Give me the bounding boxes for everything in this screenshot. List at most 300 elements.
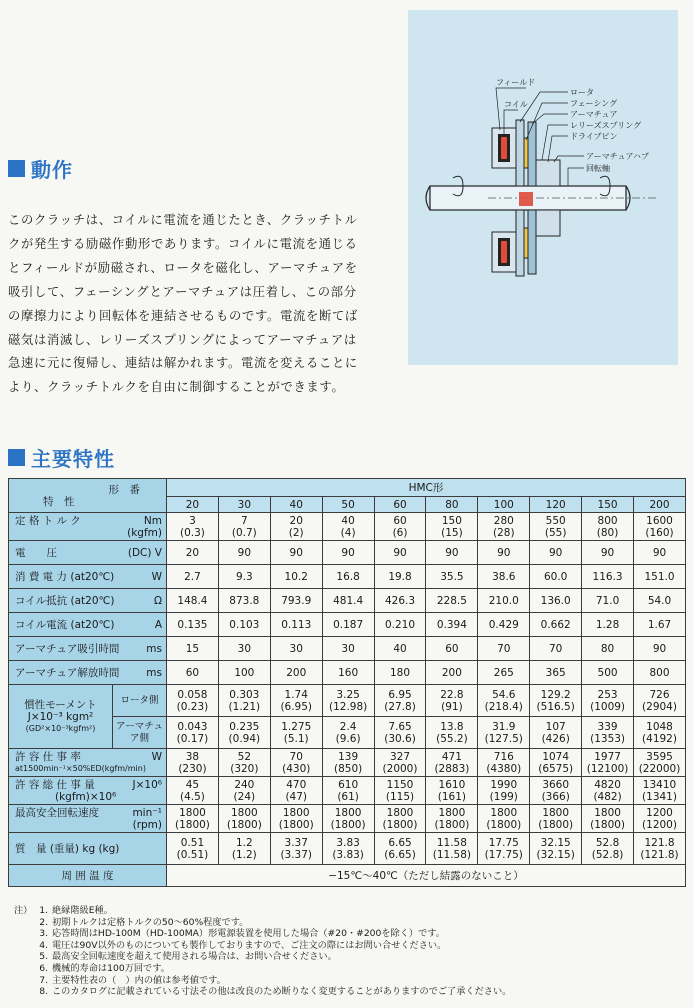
model-header: 200 [634,497,686,513]
table-row [9,661,686,685]
value-cell [582,637,634,661]
row-unit: W [151,750,162,763]
note-text: 主要特性表の（ ）内の値は参考値です。 [52,974,226,986]
row-label-text: コイル抵抗 (at20℃) [15,594,115,607]
note-item [14,917,686,929]
value-sub: (1800) [590,818,626,831]
value-cell [270,777,322,805]
note-prefix [14,951,34,963]
row-unit: Ω [153,594,162,607]
value: 52 [237,750,252,763]
value-cell [374,777,426,805]
value-cell [322,777,374,805]
description-line: とフィールドが励磁され、ロータを磁化し、アーマチュアを [8,260,358,275]
value: 90 [445,546,459,559]
value: 20 [289,514,303,527]
value-cell [634,833,686,865]
value: 70 [289,750,303,763]
note-prefix [14,986,34,998]
value: 3595 [646,750,673,763]
model-header: 30 [218,497,270,513]
value-sub: (160) [645,526,674,539]
value-cell [167,805,219,833]
value-sub: (320) [230,762,259,775]
row-unit: J×10⁶ [132,778,162,791]
value: 11.58 [436,836,467,849]
note-item [14,963,686,975]
value: 60 [445,642,459,655]
value-sub: (0.17) [176,732,209,745]
table-corner-header [9,479,167,513]
value-cell [322,717,374,749]
value-cell [270,541,322,565]
label-rotor: ロータ [570,88,594,97]
value: 1800 [282,806,310,819]
heading-square-icon [8,160,25,177]
value-cell [530,777,582,805]
row-label [9,541,167,565]
value-cell [167,777,219,805]
value-sub: (15) [441,526,463,539]
value: 2.7 [184,570,201,583]
value: 13.8 [440,720,464,733]
note-item [14,940,686,952]
value-sub: (4380) [486,762,522,775]
value-cell [530,749,582,777]
value-cell [374,749,426,777]
value: 3660 [542,778,570,791]
value-cell [167,541,219,565]
table-row [9,589,686,613]
note-number: 1. [39,905,48,916]
rotor-side-label: ロータ側 [113,685,167,717]
value-cell [582,749,634,777]
value-cell [530,661,582,685]
value-cell [478,637,530,661]
table-row [9,565,686,589]
value: 30 [341,642,355,655]
value-cell [322,637,374,661]
inertia-label [9,685,113,749]
value-cell [218,717,270,749]
value-cell [478,613,530,637]
value-cell [478,541,530,565]
value-sub: (12100) [586,762,629,775]
row-label-text: 質 量 (重量) kg (kg) [15,842,120,855]
value-cell [634,805,686,833]
table-row [9,833,686,865]
value-sub: (230) [178,762,207,775]
label-armature-hub: アーマチュアハブ [586,152,649,161]
value-sub: (3.37) [280,848,313,861]
row-label-text: 定 格 ト ル ク [15,514,81,527]
row-unit-sub: (kgfm) [127,526,162,539]
row-label-text: コイル電流 (at20℃) [15,618,115,631]
value-sub: (121.8) [640,848,679,861]
value: 610 [338,778,359,791]
value: 1.74 [284,688,308,701]
value: 0.662 [540,618,571,631]
value-cell [374,685,426,717]
value-cell [167,717,219,749]
value-sub: (28) [493,526,515,539]
value: 90 [548,546,563,559]
row-label [9,565,167,589]
value-cell [478,777,530,805]
value-cell [530,805,582,833]
note-number: 4. [39,939,48,951]
value: 3.25 [336,688,360,701]
value-sub: (850) [334,762,363,775]
value: 240 [234,778,255,791]
section-heading-operation [8,154,73,183]
value: 200 [441,666,462,679]
value-cell [530,717,582,749]
char-label: 特 性 [43,495,75,508]
value-cell [374,637,426,661]
note-item [14,975,686,987]
value-sub: (0.7) [231,526,257,539]
value-sub: (17.75) [484,848,523,861]
value-cell [426,613,478,637]
value-cell [167,637,219,661]
value-cell [218,541,270,565]
row-label [9,833,167,865]
label-release-spring: レリーズスプリング [570,121,642,130]
value: 38 [185,750,200,763]
label-field: フィールド [496,78,536,87]
value-sub: (366) [541,790,570,803]
value: 7 [240,514,248,527]
note-number: 3. [39,928,48,940]
model-header: 40 [270,497,322,513]
value: 3.37 [284,836,308,849]
note-text: 最高安全回転速度を超えて使用される場合は、お問い合せください。 [52,951,337,963]
row-label-text: アーマチュア吸引時間 [15,642,120,655]
value-sub: (80) [596,526,619,539]
row-unit: Nm [143,514,162,527]
model-header: 20 [167,497,219,513]
ambient-value: −15℃〜40℃（ただし結露のないこと） [167,865,686,887]
value-cell [218,637,270,661]
value-cell [374,661,426,685]
value-sub: (30.6) [384,732,416,745]
value: 90 [600,546,615,559]
label-armature: アーマチュア [570,110,618,119]
description-line: このクラッチは、コイルに電流を通じたとき、クラッチトル [8,213,358,227]
value-cell [167,833,219,865]
value-cell [530,513,582,541]
armature-side-label [113,717,167,749]
note-number: 8. [39,986,48,998]
note-item [14,905,686,917]
table-row [9,865,686,887]
value: 136.0 [540,594,571,607]
row-label-text: アーマチュア解放時間 [15,666,120,679]
value: 15 [185,642,200,655]
note-number: 2. [39,916,48,928]
value-cell [218,513,270,541]
value-cell [426,833,478,865]
value-cell [426,589,478,613]
value-sub: (161) [437,790,467,803]
model-header: 80 [426,497,478,513]
table-row [9,805,686,833]
value: 1800 [594,806,621,819]
note-text: 絶縁階級E種。 [52,905,113,916]
value-sub: (0.23) [176,700,209,713]
note-prefix [14,963,34,975]
note-prefix [14,928,34,940]
row-unit: ms [146,642,162,655]
value: 80 [600,642,615,655]
value: 800 [649,666,670,679]
row-label-text: 許 容 総 仕 事 量 [15,778,95,791]
value-cell [167,589,219,613]
value: 121.8 [644,836,675,849]
value-cell [530,833,582,865]
section-title: 主要特性 [31,447,115,471]
value: 9.3 [235,570,253,583]
value-cell [634,717,686,749]
value: 60 [393,514,407,527]
value: 6.95 [388,688,412,701]
value-cell [582,589,634,613]
value: 1800 [179,806,206,819]
row-label [9,777,167,805]
value-sub: (61) [337,790,359,803]
value-cell [322,513,374,541]
value: 1800 [386,806,414,819]
value: 0.113 [281,618,312,631]
value-cell [634,637,686,661]
value: 365 [545,666,566,679]
value-cell [374,589,426,613]
value-cell [218,833,270,865]
value-cell [634,613,686,637]
value-sub: (1341) [642,790,677,803]
value-sub: (32.15) [536,848,575,861]
label-drive-pin: ドライブピン [570,132,618,141]
value: 1977 [594,750,621,763]
note-item [14,951,686,963]
value-cell [634,589,686,613]
value-cell [530,565,582,589]
value: 793.9 [281,594,312,607]
value-sub: (12.98) [328,700,368,713]
value: 1.275 [281,720,312,733]
value: 38.6 [492,570,516,583]
value: 116.3 [592,570,623,583]
value: 139 [338,750,359,763]
value-sub: (199) [489,790,518,803]
value: 151.0 [644,570,675,583]
value-cell [374,565,426,589]
row-label-text: 最高安全回転速度 [15,806,99,819]
value-cell [218,589,270,613]
value: 90 [652,546,667,559]
value-sub: (0.94) [228,732,261,745]
value-cell [218,661,270,685]
value-cell [270,717,322,749]
value-sub: (426) [541,732,570,745]
value: 70 [497,642,511,655]
label-facing: フェーシング [570,99,618,108]
row-unit: min⁻¹ [132,806,162,819]
row-label-text: (GD²×10⁻³kgfm²) [25,723,96,733]
value: 6.65 [388,836,412,849]
value: 90 [652,642,667,655]
note-number: 7. [39,974,48,986]
value-sub: (1.2) [231,848,257,861]
value: 1200 [646,806,673,819]
value-cell [374,717,426,749]
row-label-text: ア側 [129,732,149,744]
value-cell [374,513,426,541]
value-sub: (0.51) [176,848,209,861]
model-header: 150 [582,497,634,513]
value-sub: (1353) [590,732,626,745]
value: 1800 [334,806,362,819]
clutch-cross-section-diagram [408,10,678,365]
value-sub: (55.2) [436,732,468,745]
value-cell [270,805,322,833]
row-label-text: 電 圧 [15,546,57,559]
row-unit: A [154,618,162,631]
value-sub: (115) [385,790,415,803]
description-line: より、クラッチトルクを自由に制御することができます。 [8,380,345,395]
value: 1800 [438,806,466,819]
value: 22.8 [440,688,464,701]
value-cell [322,749,374,777]
value: 2.4 [339,720,357,733]
row-label-text: 消 費 電 力 (at20℃) [15,570,115,583]
value-cell [634,749,686,777]
table-row [9,685,686,717]
value: 1048 [646,720,673,733]
value-sub: (4) [340,526,356,539]
spec-table [8,478,686,887]
value-sub: (3.83) [332,848,364,861]
value-cell [218,749,270,777]
model-header: 60 [374,497,426,513]
value: 19.8 [388,570,412,583]
value: 1600 [646,514,673,527]
value-sub: (0.3) [179,526,205,539]
value: 30 [237,642,252,655]
value: 20 [185,546,200,559]
value: 1610 [438,778,466,791]
value-cell [322,541,374,565]
value-sub: (1.21) [228,700,261,713]
row-label: 周 囲 温 度 [9,865,167,887]
note-number: 5. [39,951,48,963]
value-cell [582,805,634,833]
value: 1990 [490,778,518,791]
value-cell [582,541,634,565]
value-cell [374,613,426,637]
row-label [9,637,167,661]
row-label [9,749,167,777]
value-sub: (2904) [642,700,677,713]
value: 45 [185,778,200,791]
value-cell [270,749,322,777]
value-sub: (1800) [434,818,470,831]
value-sub: (55) [544,526,567,539]
value: 90 [237,546,252,559]
value: 280 [493,514,514,527]
value-cell [322,589,374,613]
note-prefix [14,975,34,987]
note-text: 機械的寿命は100万回です。 [52,962,170,974]
value-cell [270,565,322,589]
value-cell [167,613,219,637]
value: 0.043 [177,720,208,733]
value-sub: (6.65) [384,848,416,861]
description-line: 吸引して、フェーシングとアーマチュアは圧着し、この部分 [8,284,357,299]
label-shaft: 回転軸 [586,164,610,173]
model-header: 50 [322,497,374,513]
value-cell [270,685,322,717]
section-heading-characteristics [8,443,115,472]
value-cell [582,717,634,749]
note-prefix [14,917,34,929]
value: 40 [393,642,407,655]
value: 800 [597,514,618,527]
value-sub: (52.8) [591,848,624,861]
value: 0.429 [488,618,519,631]
note-text: 初期トルクは定格トルクの50〜60%程度です。 [52,916,249,928]
value-sub: (1800) [486,818,522,831]
value: 1150 [386,778,414,791]
row-unit: (DC) V [127,546,162,559]
value-sub: (9.6) [335,732,361,745]
value-sub: (1800) [174,818,210,831]
value: 16.8 [336,570,360,583]
value: 1074 [542,750,570,763]
value-cell [634,661,686,685]
value-cell [426,661,478,685]
value-cell [167,685,219,717]
value: 210.0 [488,594,519,607]
value-cell [322,613,374,637]
value-cell [270,661,322,685]
value-cell [322,805,374,833]
value-cell [322,833,374,865]
value-cell [218,805,270,833]
value-cell [167,749,219,777]
value-cell [530,685,582,717]
value-cell [218,565,270,589]
value-cell [478,805,530,833]
value: 0.51 [180,836,205,849]
value: 4820 [594,778,621,791]
value-cell [270,513,322,541]
value-cell [374,805,426,833]
row-unit: W [151,570,162,583]
model-header: 100 [478,497,530,513]
row-label [9,589,167,613]
value-cell [218,777,270,805]
value-cell [218,613,270,637]
value-sub: (430) [282,762,311,775]
value-sub: (6.95) [280,700,313,713]
value: 0.135 [177,618,208,631]
table-row [9,777,686,805]
value: 3 [189,514,196,527]
value: 30 [289,642,303,655]
value: 0.103 [229,618,260,631]
